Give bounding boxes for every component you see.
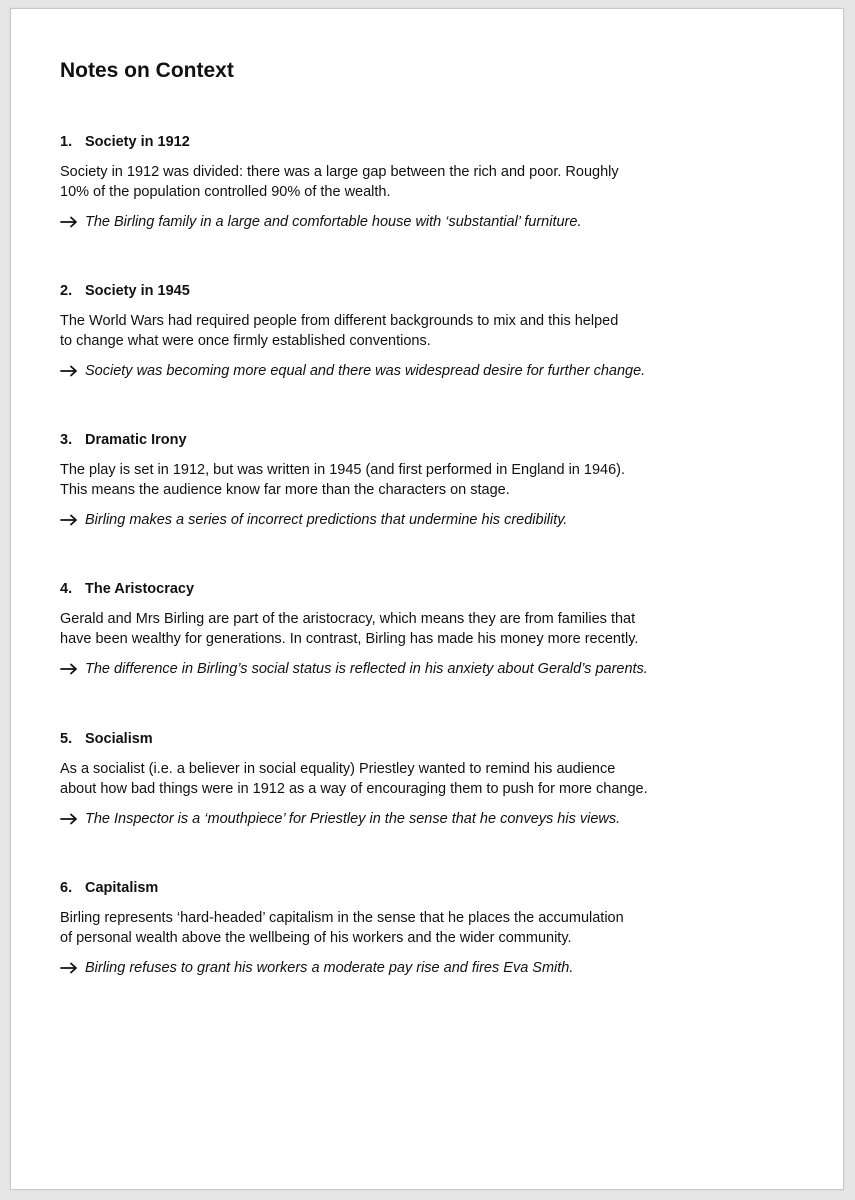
body-line: This means the audience know far more than the characters on stage.: [60, 482, 510, 498]
right-arrow-icon: [60, 216, 85, 228]
section-body: [60, 311, 680, 351]
right-arrow-icon: [60, 365, 85, 377]
context-section-socialism: [60, 729, 680, 829]
section-body: [60, 460, 680, 500]
body-line: about how bad things were in 1912 as a way of encouraging them to push for more change.: [60, 781, 648, 797]
section-heading: [60, 579, 680, 599]
right-arrow-icon: [60, 514, 85, 526]
section-heading: [60, 281, 680, 301]
body-line: of personal wealth above the wellbeing of his workers and the wider community.: [60, 930, 572, 946]
context-section-society-1912: [60, 132, 680, 232]
section-number: 5.: [60, 731, 73, 747]
body-line: have been wealthy for generations. In contrast, Birling has made his money more recently.: [60, 631, 639, 647]
body-line: As a socialist (i.e. a believer in social equality) Priestley wanted to remind his audience: [60, 761, 616, 777]
section-title: The Aristocracy: [85, 581, 195, 597]
page-title: Notes on Context: [60, 59, 234, 82]
right-arrow-icon: [60, 813, 85, 825]
body-line: to change what were once firmly established conventions.: [60, 333, 431, 349]
context-section-dramatic-irony: [60, 430, 680, 530]
section-note: [60, 361, 680, 381]
section-number: 6.: [60, 880, 73, 896]
section-title: Dramatic Irony: [85, 432, 187, 448]
context-section-capitalism: [60, 878, 680, 978]
note-text: The Birling family in a large and comfortable house with ‘substantial’ furniture.: [85, 214, 582, 230]
section-title: Society in 1945: [85, 283, 190, 299]
body-line: Gerald and Mrs Birling are part of the aristocracy, which means they are from families that: [60, 611, 636, 627]
section-note: [60, 809, 680, 829]
body-line: The play is set in 1912, but was written in 1945 (and first performed in England in 1946).: [60, 462, 626, 478]
body-line: 10% of the population controlled 90% of the wealth.: [60, 184, 391, 200]
right-arrow-icon: [60, 663, 85, 675]
section-title: Socialism: [85, 731, 153, 747]
section-heading: [60, 878, 680, 898]
section-title: Capitalism: [85, 880, 159, 896]
note-text: The Inspector is a ‘mouthpiece’ for Priestley in the sense that he conveys his views.: [85, 811, 621, 827]
note-text: Birling makes a series of incorrect predictions that undermine his credibility.: [85, 512, 568, 528]
body-line: Society in 1912 was divided: there was a large gap between the rich and poor. Roughly: [60, 164, 619, 180]
section-body: [60, 609, 680, 649]
section-heading: [60, 132, 680, 152]
section-number: 2.: [60, 283, 73, 299]
body-line: The World Wars had required people from different backgrounds to mix and this helped: [60, 313, 619, 329]
right-arrow-icon: [60, 962, 85, 974]
context-section-society-1945: [60, 281, 680, 381]
section-note: [60, 958, 680, 978]
document-page: [10, 8, 844, 1190]
note-text: Society was becoming more equal and there was widespread desire for further change.: [85, 363, 646, 379]
section-heading: [60, 729, 680, 749]
section-body: [60, 908, 680, 948]
section-note: [60, 510, 680, 530]
body-line: Birling represents ‘hard-headed’ capitalism in the sense that he places the accumulation: [60, 910, 624, 926]
context-section-aristocracy: [60, 579, 680, 679]
section-number: 3.: [60, 432, 73, 448]
section-body: [60, 162, 680, 202]
section-body: [60, 759, 680, 799]
section-note: [60, 212, 680, 232]
section-title: Society in 1912: [85, 134, 190, 150]
note-text: The difference in Birling’s social status is reflected in his anxiety about Gerald’s parents.: [85, 661, 648, 677]
note-text: Birling refuses to grant his workers a moderate pay rise and fires Eva Smith.: [85, 960, 574, 976]
section-number: 1.: [60, 134, 73, 150]
section-number: 4.: [60, 581, 73, 597]
section-heading: [60, 430, 680, 450]
section-note: [60, 659, 680, 679]
